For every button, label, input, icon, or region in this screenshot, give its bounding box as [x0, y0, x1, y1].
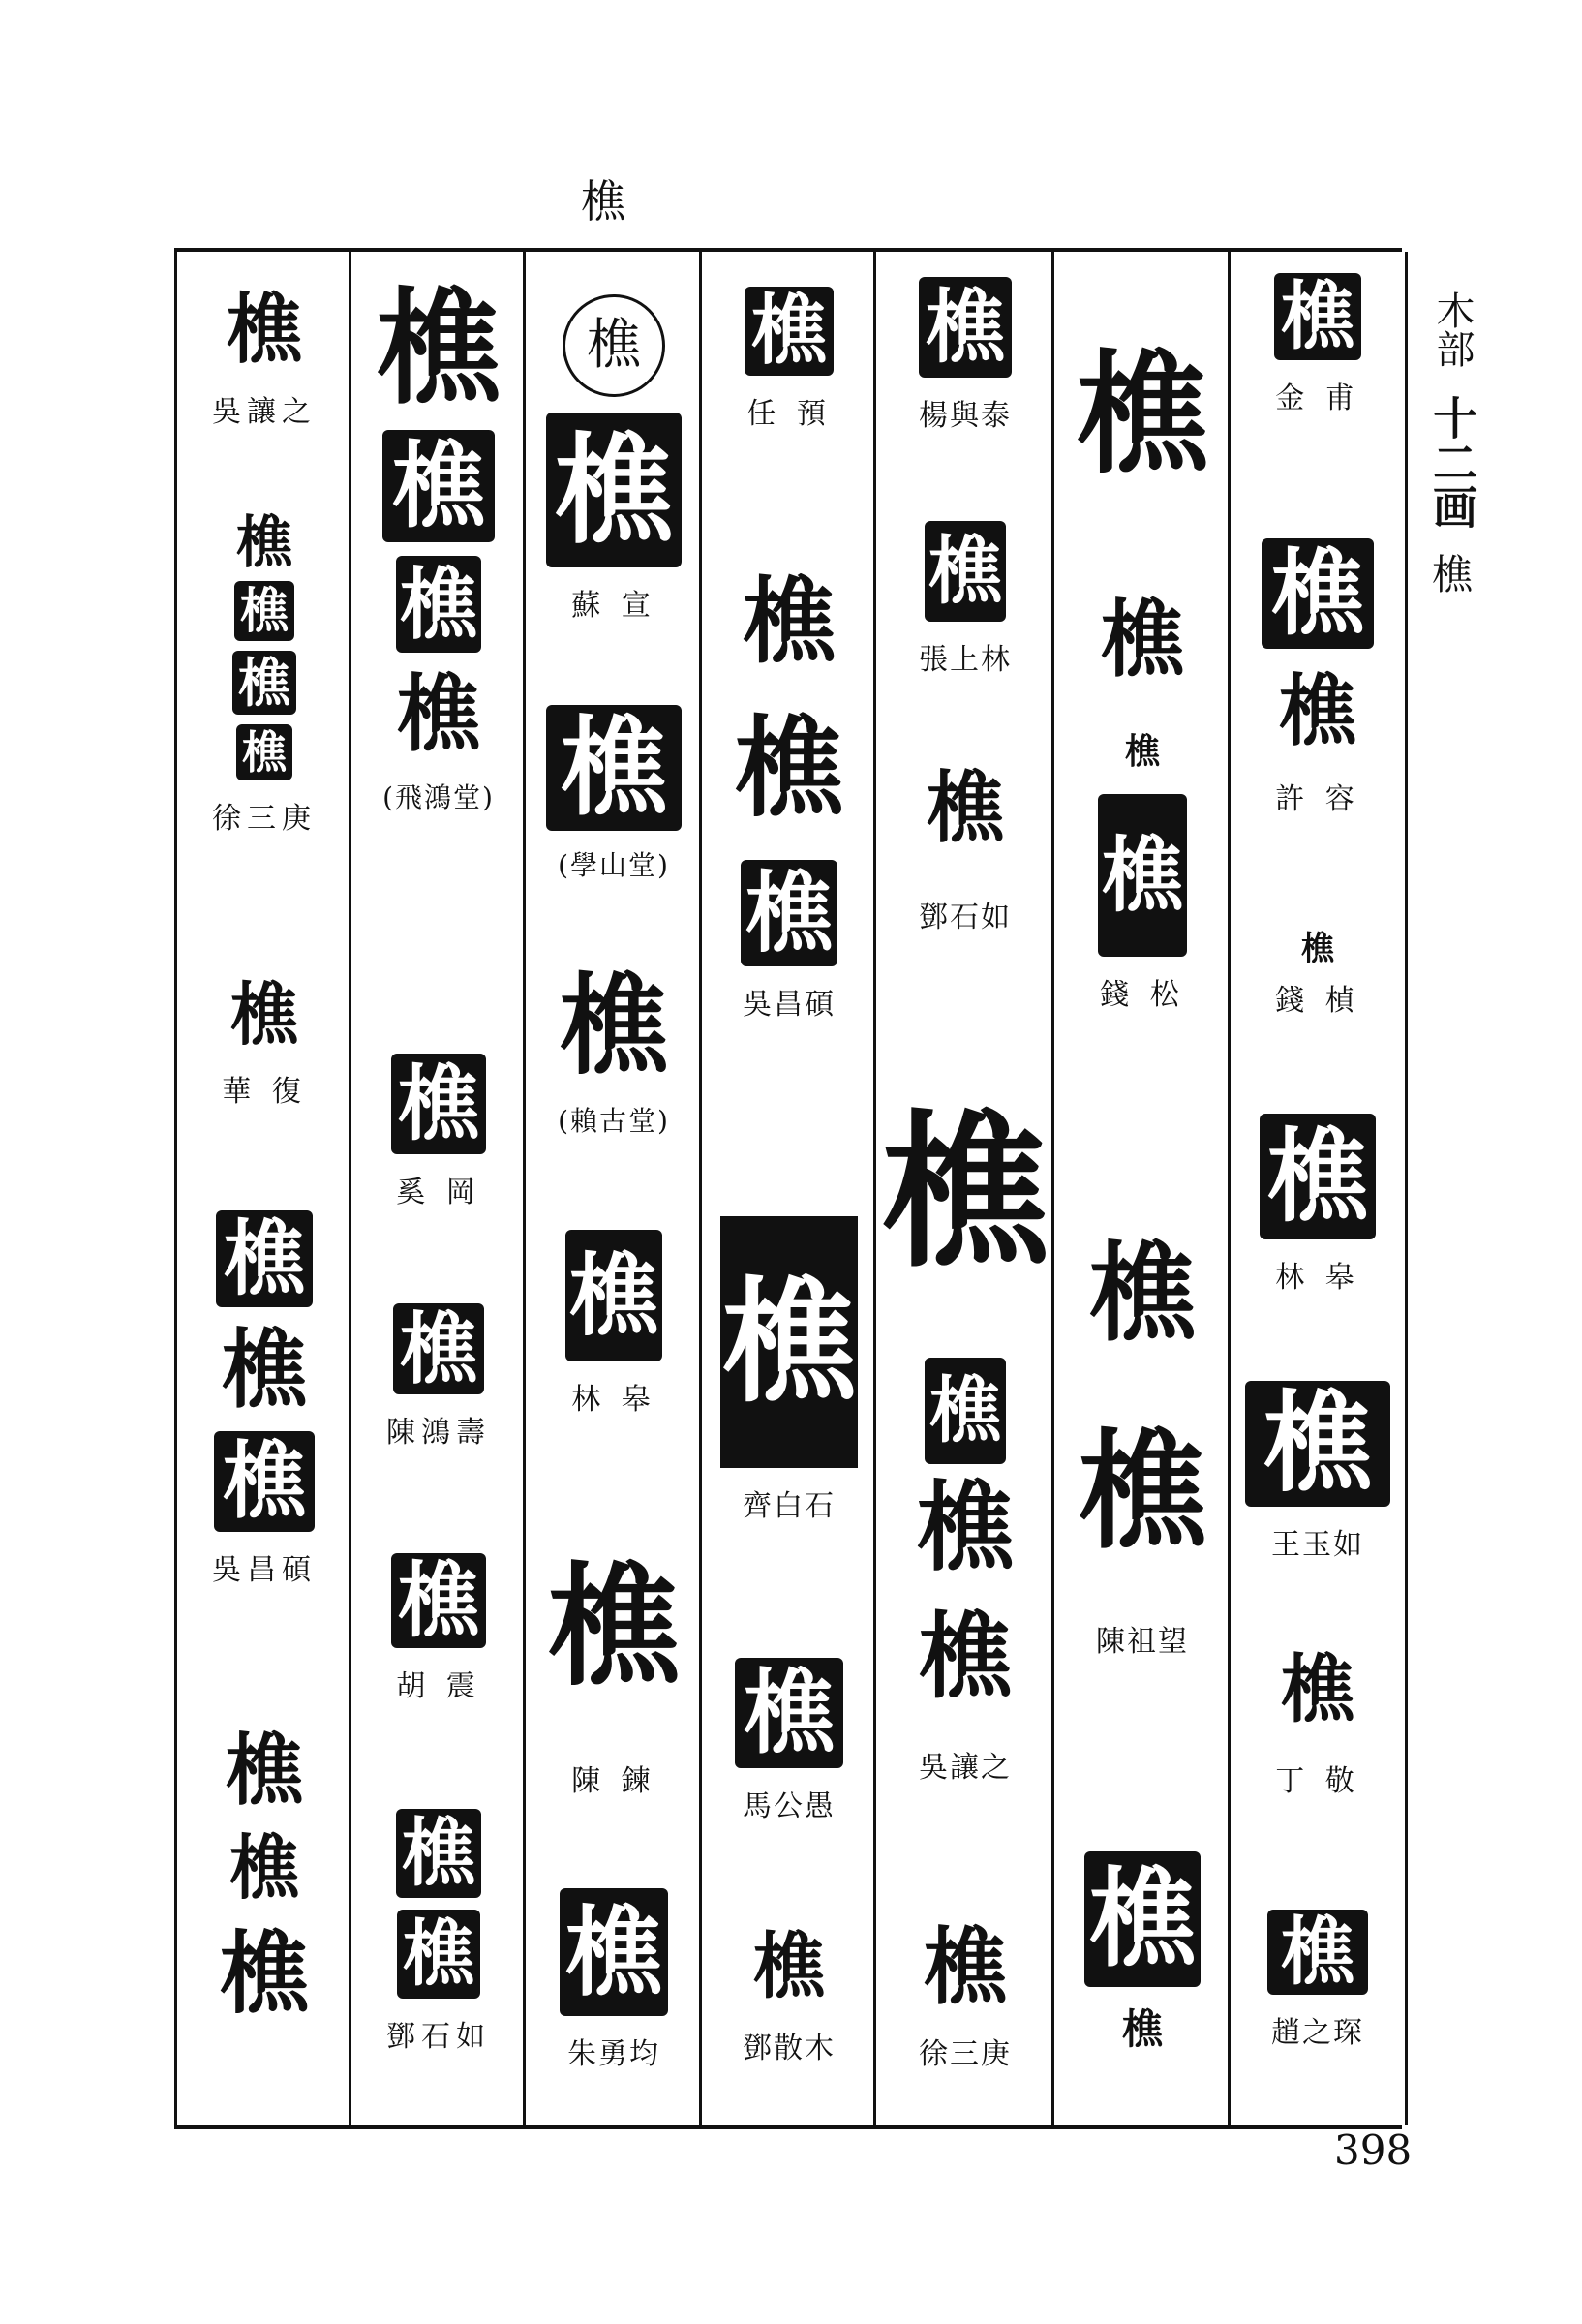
seal-entry — [876, 736, 1054, 935]
seal-impression — [371, 276, 506, 421]
seal-table — [174, 248, 1402, 2129]
column-3 — [873, 252, 1054, 2125]
seal-glyph: 樵 — [1281, 273, 1354, 359]
artist-label: 吳讓之 — [919, 1751, 1012, 1785]
seal-glyph: 樵 — [397, 1055, 479, 1151]
seal-impression — [221, 1724, 308, 1817]
seal-entry — [177, 1724, 351, 2026]
seal-impression — [750, 1923, 828, 2010]
seal-impression — [1075, 1381, 1210, 1604]
seal-glyph: 樵 — [1101, 827, 1183, 923]
artist-label: 陳祖望 — [1096, 1625, 1189, 1659]
seal-glyph: 樵 — [226, 1725, 303, 1816]
seal-entry — [1231, 1636, 1405, 1799]
seal-impression — [735, 1658, 843, 1768]
seal-entry — [1054, 1216, 1231, 1660]
seal-impression — [393, 1303, 484, 1394]
seal-glyph: 樵 — [1124, 731, 1160, 772]
artist-label: 鄧石如 — [919, 901, 1012, 934]
seal-entry — [177, 976, 351, 1110]
seal-entry — [177, 511, 351, 837]
seal-entry — [1054, 271, 1231, 1013]
artist-label: 胡 震 — [396, 1669, 481, 1703]
seal-entry — [702, 1658, 876, 1824]
seal-glyph: 樵 — [223, 1432, 306, 1530]
page-heading: 樵 — [581, 175, 625, 228]
seal-entry — [1231, 1910, 1405, 2051]
seal-impression — [382, 430, 495, 542]
seal-impression — [214, 1431, 315, 1532]
seal-impression — [741, 860, 837, 966]
artist-label: 齊白石 — [743, 1489, 836, 1523]
seal-entry — [1231, 1381, 1405, 1563]
seal-glyph: 樵 — [753, 1925, 825, 2008]
seal-glyph: 樵 — [397, 1552, 479, 1648]
seal-impression — [397, 1910, 480, 1999]
seal-glyph: 樵 — [1281, 1909, 1354, 1995]
seal-impression — [917, 1584, 1014, 1729]
seal-impression — [546, 705, 682, 831]
seal-impression — [396, 1809, 481, 1898]
seal-entry — [702, 562, 876, 1023]
seal-entry — [526, 1230, 702, 1418]
column-2 — [1051, 252, 1231, 2125]
seal-glyph: 樵 — [240, 582, 289, 639]
seal-entry — [351, 1809, 526, 2055]
artist-label: 陳鴻壽 — [386, 1416, 491, 1450]
seal-entry — [876, 521, 1054, 678]
seal-glyph: 樵 — [919, 1602, 1012, 1711]
seal-glyph: 樵 — [242, 726, 287, 779]
artist-label: 奚 岡 — [396, 1176, 481, 1209]
seal-glyph: 樵 — [568, 1243, 658, 1348]
seal-glyph: 樵 — [561, 705, 667, 830]
seal-impression — [560, 1888, 668, 2016]
seal-glyph: 樵 — [925, 281, 1005, 374]
artist-label: 金 甫 — [1275, 382, 1360, 415]
seal-glyph: 樵 — [1279, 665, 1356, 756]
seal-impression — [1075, 271, 1210, 558]
seal-glyph: 樵 — [402, 1810, 475, 1896]
artist-label: 錢 松 — [1100, 978, 1185, 1012]
seal-glyph: 樵 — [403, 1912, 474, 1996]
artist-label: 馬公愚 — [743, 1789, 836, 1823]
seal-impression — [925, 736, 1006, 879]
artist-label: 張上林 — [919, 643, 1012, 677]
seal-impression — [925, 521, 1006, 622]
seal-entry — [876, 1032, 1054, 1786]
seal-glyph: 樵 — [927, 762, 1004, 853]
seal-impression — [214, 1921, 315, 2026]
seal-impression — [391, 1054, 486, 1154]
seal-glyph: 樵 — [238, 652, 290, 714]
stroke-count-label: 十二画 — [1426, 395, 1478, 529]
seal-glyph: 樵 — [1266, 1116, 1368, 1236]
seal-impression — [546, 1511, 682, 1743]
artist-label: 林 皋 — [571, 1383, 656, 1417]
seal-impression — [216, 1321, 313, 1418]
seal-impression — [919, 277, 1012, 378]
seal-glyph: 樵 — [721, 1263, 856, 1421]
seal-glyph: 樵 — [223, 1210, 305, 1306]
seal-glyph: 樵 — [235, 509, 292, 575]
artist-label: 陳 鍊 — [571, 1764, 656, 1798]
seal-impression — [216, 1210, 313, 1307]
radical-label: 木部 — [1430, 290, 1475, 368]
seal-glyph: 樵 — [882, 1093, 1049, 1290]
seal-glyph: 樵 — [917, 1470, 1014, 1584]
seal-glyph: 樵 — [548, 1549, 680, 1704]
seal-glyph: 樵 — [1263, 1380, 1372, 1507]
artist-label: 吳讓之 — [212, 395, 317, 429]
artist-label: (學山堂) — [558, 849, 670, 881]
seal-glyph: 樵 — [735, 705, 843, 832]
seal-impression — [925, 1358, 1006, 1464]
seal-glyph: 樵 — [743, 566, 836, 676]
seal-entry — [876, 277, 1054, 434]
seal-impression — [1262, 538, 1374, 649]
seal-impression — [878, 1032, 1052, 1352]
artist-label: 徐三庚 — [212, 802, 317, 836]
seal-entry — [702, 287, 876, 432]
artist-label: (賴古堂) — [558, 1105, 670, 1137]
column-1 — [1228, 252, 1408, 2125]
side-index — [1423, 290, 1481, 596]
seal-glyph: 樵 — [400, 559, 477, 650]
seal-impression — [391, 1553, 486, 1648]
artist-label: 鄧石如 — [386, 2020, 491, 2054]
artist-label: 吳昌碩 — [743, 988, 836, 1022]
seal-glyph: 樵 — [1301, 930, 1334, 968]
artist-label: 王玉如 — [1271, 1528, 1364, 1562]
seal-entry — [177, 1210, 351, 1588]
seal-entry — [177, 287, 351, 430]
seal-glyph: 樵 — [228, 1826, 299, 1909]
artist-label: (飛鴻堂) — [382, 781, 495, 813]
seal-entry — [526, 294, 702, 624]
column-5 — [523, 252, 702, 2125]
seal-entry — [351, 1303, 526, 1451]
artist-label: 楊與泰 — [919, 399, 1012, 433]
seal-glyph: 樵 — [743, 1660, 835, 1766]
seal-impression — [1260, 1114, 1376, 1239]
seal-impression — [1123, 722, 1162, 780]
seal-entry — [1054, 1851, 1231, 2059]
seal-impression — [1098, 794, 1187, 957]
seal-glyph: 樵 — [1121, 2005, 1163, 2053]
seal-impression — [1086, 1216, 1199, 1371]
seal-impression — [1245, 1381, 1390, 1507]
seal-impression — [228, 511, 301, 573]
artist-label: 鄧散木 — [743, 2032, 836, 2065]
artist-label: 許 容 — [1275, 782, 1360, 816]
seal-impression — [396, 556, 481, 653]
seal-impression — [1277, 660, 1358, 761]
seal-impression — [1298, 930, 1337, 968]
seal-glyph: 樵 — [560, 963, 668, 1089]
column-6 — [349, 252, 526, 2125]
seal-entry — [702, 1216, 876, 1524]
seal-entry — [1231, 273, 1405, 416]
seal-impression — [226, 1824, 303, 1911]
seal-glyph: 樵 — [750, 287, 827, 375]
seal-impression — [745, 562, 834, 682]
seal-glyph: 樵 — [230, 974, 298, 1055]
artist-label: 吳昌碩 — [212, 1553, 317, 1587]
seal-impression — [556, 963, 672, 1089]
artist-label: 徐三庚 — [919, 2037, 1012, 2071]
artist-label: 錢 楨 — [1275, 984, 1360, 1018]
seal-entry — [876, 1919, 1054, 2072]
artist-label: 朱勇均 — [567, 2037, 660, 2071]
seal-glyph: 樵 — [1101, 591, 1184, 688]
seal-entry — [526, 1888, 702, 2072]
seal-impression — [565, 1230, 662, 1361]
seal-impression — [745, 287, 834, 376]
artist-label: 丁 敬 — [1275, 1764, 1360, 1798]
seal-impression — [546, 413, 682, 567]
seal-entry — [1231, 930, 1405, 1019]
seal-entry — [526, 1511, 702, 1799]
seal-glyph: 樵 — [1089, 1231, 1196, 1356]
seal-impression — [221, 287, 308, 374]
index-character: 樵 — [1431, 551, 1473, 598]
seal-glyph: 樵 — [1281, 1646, 1354, 1732]
seal-entry — [351, 276, 526, 815]
seal-glyph: 樵 — [1077, 337, 1208, 492]
seal-glyph: 樵 — [1271, 538, 1364, 648]
seal-glyph: 樵 — [929, 1369, 1001, 1452]
seal-glyph: 樵 — [376, 276, 501, 421]
seal-glyph: 樵 — [745, 862, 833, 964]
seal-glyph: 樵 — [221, 1319, 307, 1420]
seal-impression — [226, 976, 303, 1054]
seal-glyph: 樵 — [555, 420, 673, 560]
seal-impression — [232, 651, 296, 715]
seal-glyph: 樵 — [219, 1921, 309, 2026]
seal-impression — [735, 691, 843, 846]
column-7 — [174, 252, 351, 2125]
seal-glyph: 樵 — [565, 1895, 662, 2009]
seal-glyph: 樵 — [400, 1303, 477, 1394]
seal-entry — [526, 705, 702, 883]
seal-impression — [1084, 1851, 1201, 1987]
artist-label: 趙之琛 — [1271, 2016, 1364, 2050]
seal-impression — [1274, 273, 1361, 360]
seal-glyph: 樵 — [226, 286, 302, 374]
heading-seal-circle — [563, 294, 665, 397]
column-4 — [699, 252, 876, 2125]
seal-glyph: 樵 — [397, 665, 480, 763]
artist-label: 任 預 — [746, 397, 832, 431]
page-number: 398 — [1334, 2126, 1413, 2174]
seal-impression — [902, 1470, 1028, 1584]
seal-impression — [236, 724, 292, 780]
seal-entry — [1231, 1114, 1405, 1296]
artist-label: 林 皋 — [1275, 1261, 1360, 1295]
seal-impression — [919, 1919, 1012, 2016]
seal-impression — [1099, 567, 1186, 713]
artist-label: 蘇 宣 — [571, 589, 656, 623]
seal-impression — [234, 581, 294, 641]
seal-glyph: 樵 — [1089, 1856, 1196, 1981]
seal-impression — [1120, 2001, 1165, 2059]
seal-entry — [702, 1923, 876, 2066]
seal-glyph: 樵 — [392, 431, 485, 540]
seal-impression — [395, 666, 482, 763]
seal-glyph: 樵 — [928, 528, 1002, 614]
seal-glyph: 樵 — [1079, 1417, 1206, 1567]
seal-entry — [351, 1553, 526, 1704]
seal-impression — [720, 1216, 858, 1468]
seal-impression — [1267, 1910, 1368, 1995]
seal-entry — [351, 1054, 526, 1210]
seal-entry — [526, 963, 702, 1139]
seal-glyph: 樵 — [587, 314, 641, 377]
seal-entry — [1231, 538, 1405, 817]
artist-label: 華 復 — [222, 1075, 307, 1109]
seal-glyph: 樵 — [924, 1918, 1007, 2016]
seal-impression — [1279, 1636, 1356, 1743]
